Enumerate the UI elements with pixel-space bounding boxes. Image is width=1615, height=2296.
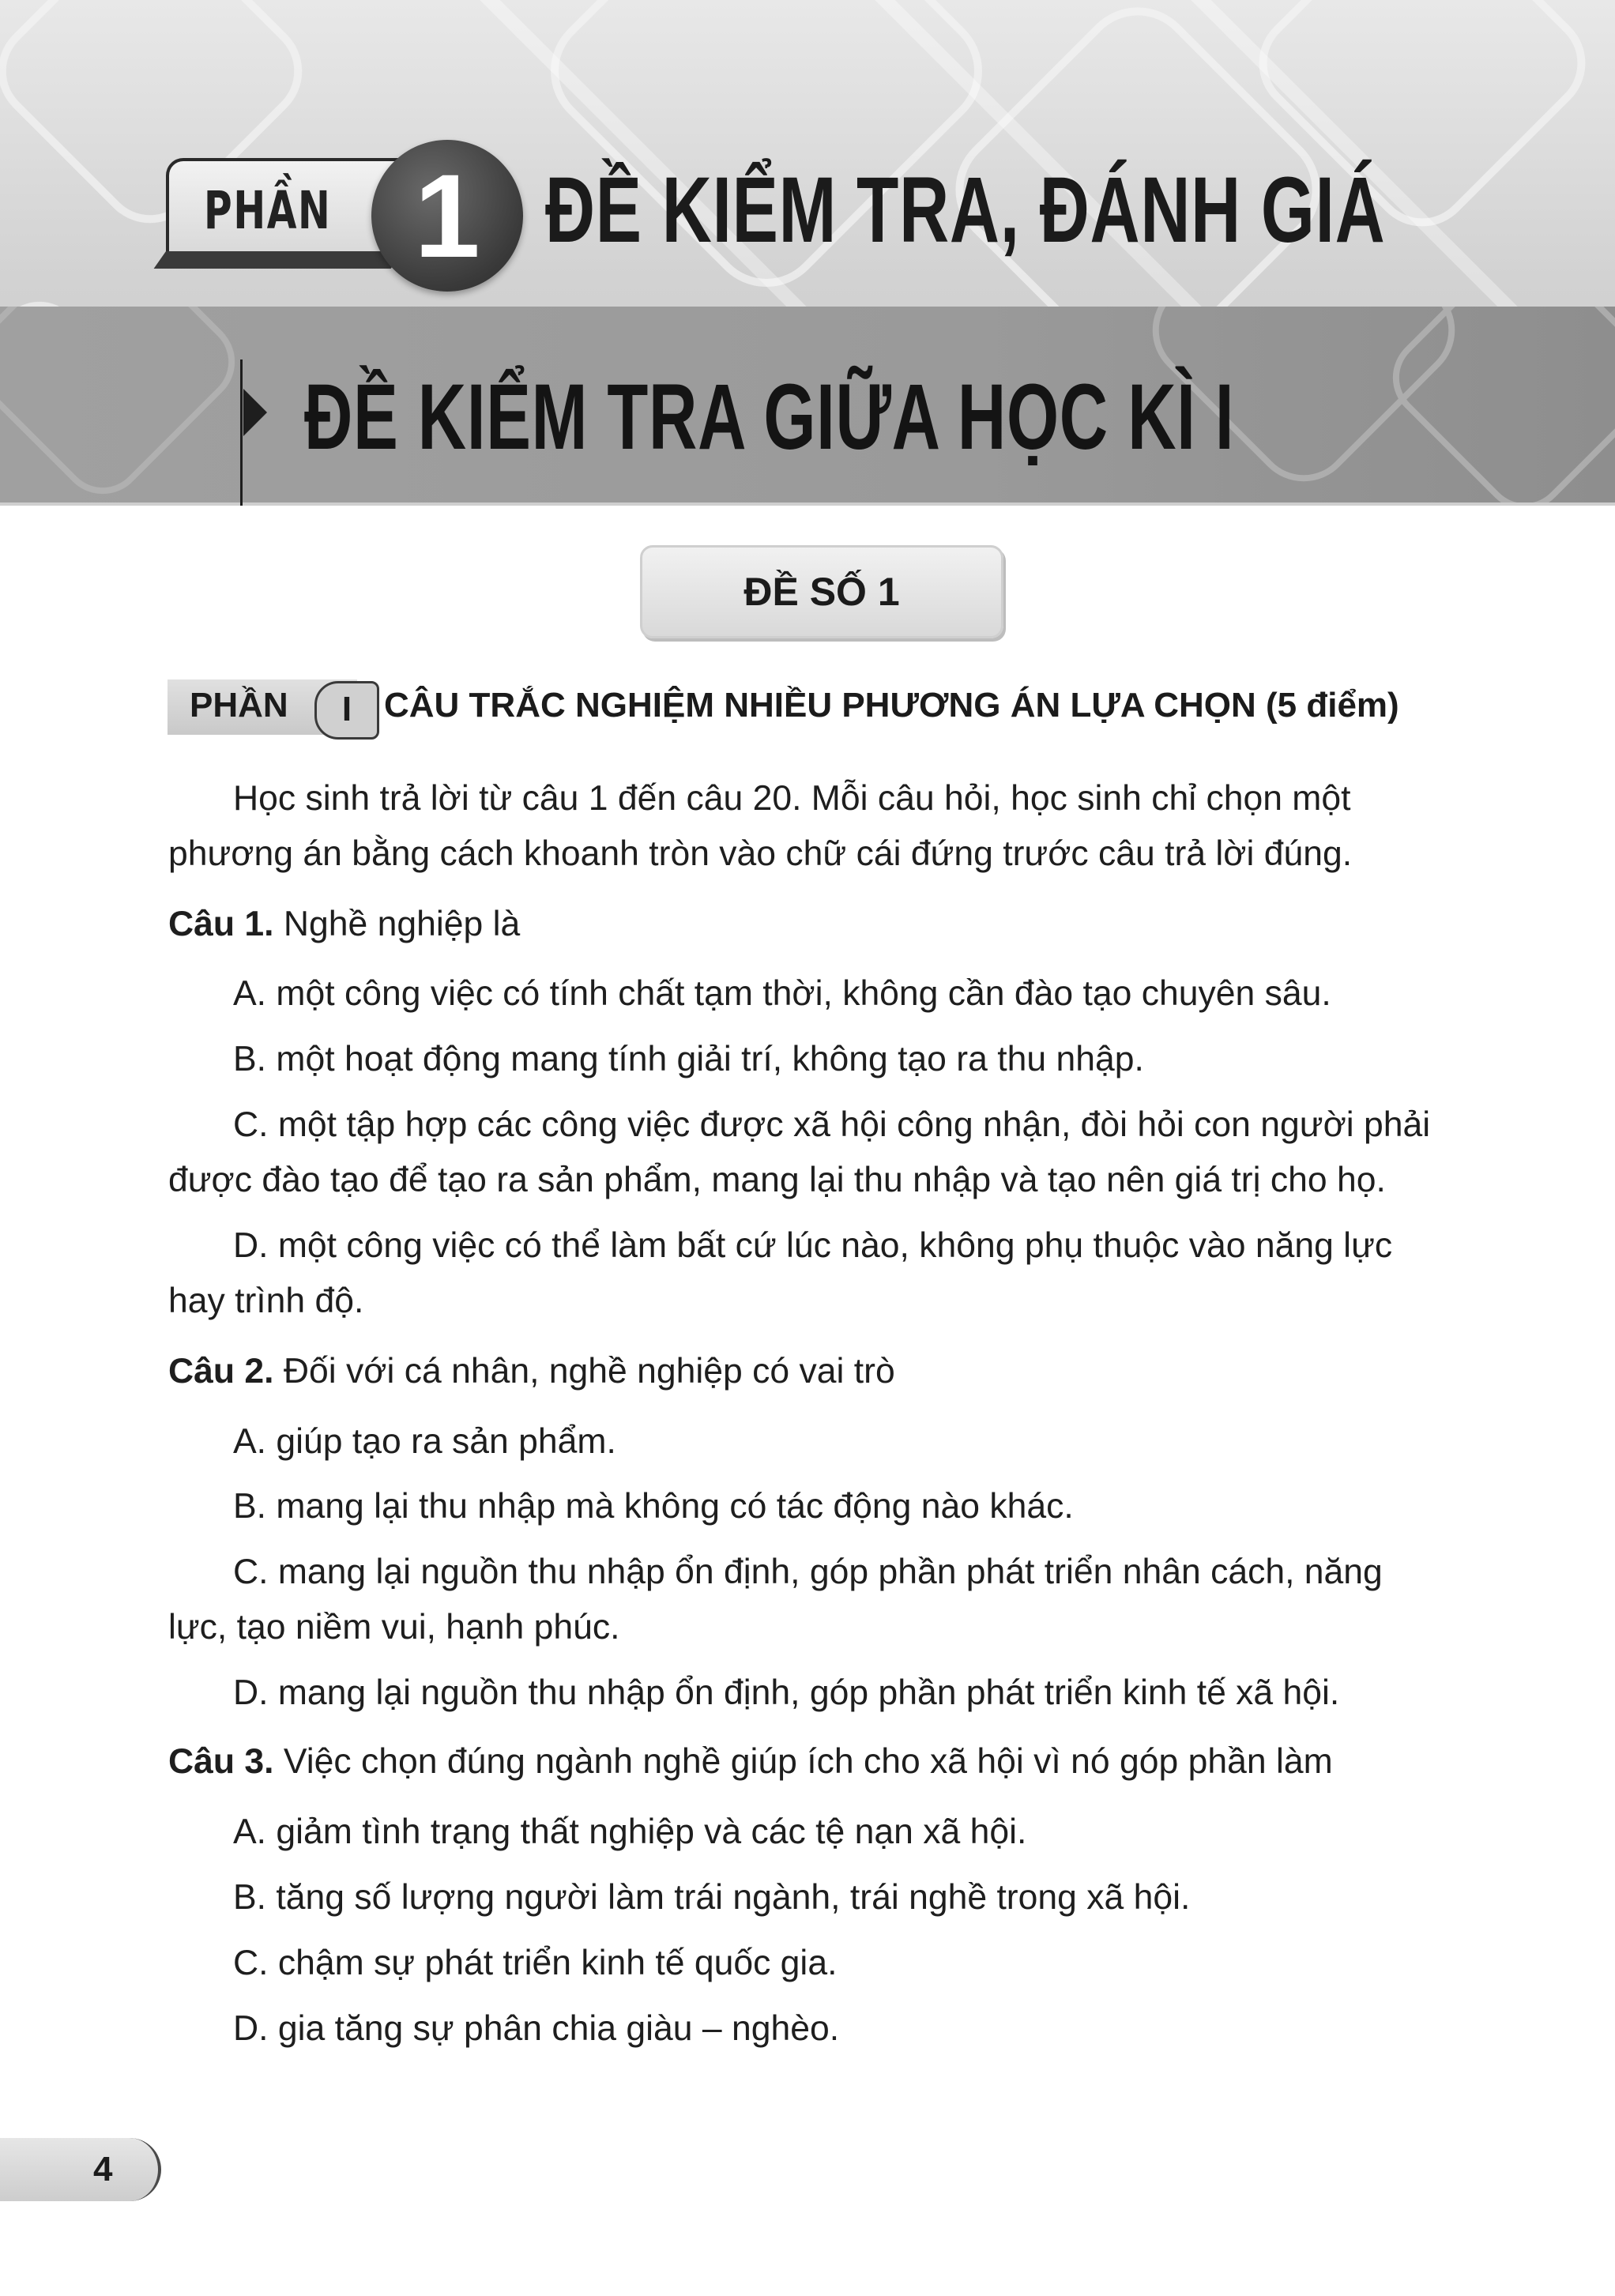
question-3-option-c: C. chậm sự phát triển kinh tế quốc gia. (233, 1944, 838, 1982)
instructions-line-2: phương án bằng cách khoanh tròn vào chữ cái đứng trước câu trả lời đúng. (168, 834, 1353, 873)
question-1-option-b: B. một hoạt động mang tính giải trí, không tạo ra thu nhập. (233, 1040, 1144, 1078)
question-3-option-b: B. tăng số lượng người làm trái ngành, trái nghề trong xã hội. (233, 1878, 1191, 1917)
exam-label: ĐỀ SỐ 1 (744, 570, 900, 614)
question-2 (168, 1348, 895, 1395)
question-3-option-a: A. giảm tình trạng thất nghiệp và các tệ nạn xã hội. (233, 1812, 1027, 1851)
question-3 (168, 1738, 1333, 1786)
part-title: ĐỀ KIỂM TRA, ĐÁNH GIÁ (545, 158, 1386, 262)
section-marker-line (240, 359, 243, 506)
page-number: 4 (93, 2150, 113, 2189)
question-3-option-d: D. gia tăng sự phân chia giàu – nghèo. (233, 2009, 840, 2048)
instructions-line-1: Học sinh trả lời từ câu 1 đến câu 20. Mỗi câu hỏi, học sinh chỉ chọn một (233, 779, 1351, 818)
question-text: Nghề nghiệp là (273, 905, 521, 943)
question-text: Đối với cá nhân, nghề nghiệp có vai trò (273, 1352, 895, 1391)
part-tab-shadow (154, 251, 403, 269)
question-2-option-d: D. mang lại nguồn thu nhập ổn định, góp phần phát triển kinh tế xã hội. (233, 1673, 1340, 1712)
exam-badge (640, 545, 1003, 638)
triangle-marker-icon (243, 389, 267, 436)
question-number: Câu 3. (168, 1742, 274, 1781)
question-1-option-a: A. một công việc có tính chất tạm thời, không cần đào tạo chuyên sâu. (233, 974, 1331, 1013)
question-text: Việc chọn đúng ngành nghề giúp ích cho xã hội vì nó góp phần làm (273, 1742, 1333, 1781)
question-number: Câu 1. (168, 905, 274, 943)
question-number: Câu 2. (168, 1352, 274, 1391)
question-1-option-c-cont: được đào tạo để tạo ra sản phẩm, mang lại thu nhập và tạo nên giá trị cho họ. (168, 1161, 1386, 1199)
question-2-option-a: A. giúp tạo ra sản phẩm. (233, 1422, 616, 1461)
question-1-option-d-cont: hay trình độ. (168, 1282, 364, 1320)
question-1-option-d: D. một công việc có thể làm bất cứ lúc nào, không phụ thuộc vào năng lực (233, 1226, 1393, 1265)
section-roman-badge: I (314, 681, 379, 740)
question-2-option-c-cont: lực, tạo niềm vui, hạnh phúc. (168, 1608, 620, 1647)
part-label: PHẦN (204, 180, 332, 241)
section-phan-label: PHẦN (190, 686, 288, 725)
question-2-option-c: C. mang lại nguồn thu nhập ổn định, góp phần phát triển nhân cách, năng (233, 1553, 1383, 1591)
section-title: ĐỀ KIỂM TRA GIỮA HỌC KÌ I (304, 365, 1235, 469)
question-2-option-b: B. mang lại thu nhập mà không có tác động nào khác. (233, 1487, 1074, 1526)
part-number-badge: 1 (371, 140, 523, 292)
question-1 (168, 901, 520, 948)
section-title-text: CÂU TRẮC NGHIỆM NHIỀU PHƯƠNG ÁN LỰA CHỌN (5 điểm) (384, 686, 1399, 725)
question-1-option-c: C. một tập hợp các công việc được xã hội công nhận, đòi hỏi con người phải (233, 1105, 1431, 1144)
